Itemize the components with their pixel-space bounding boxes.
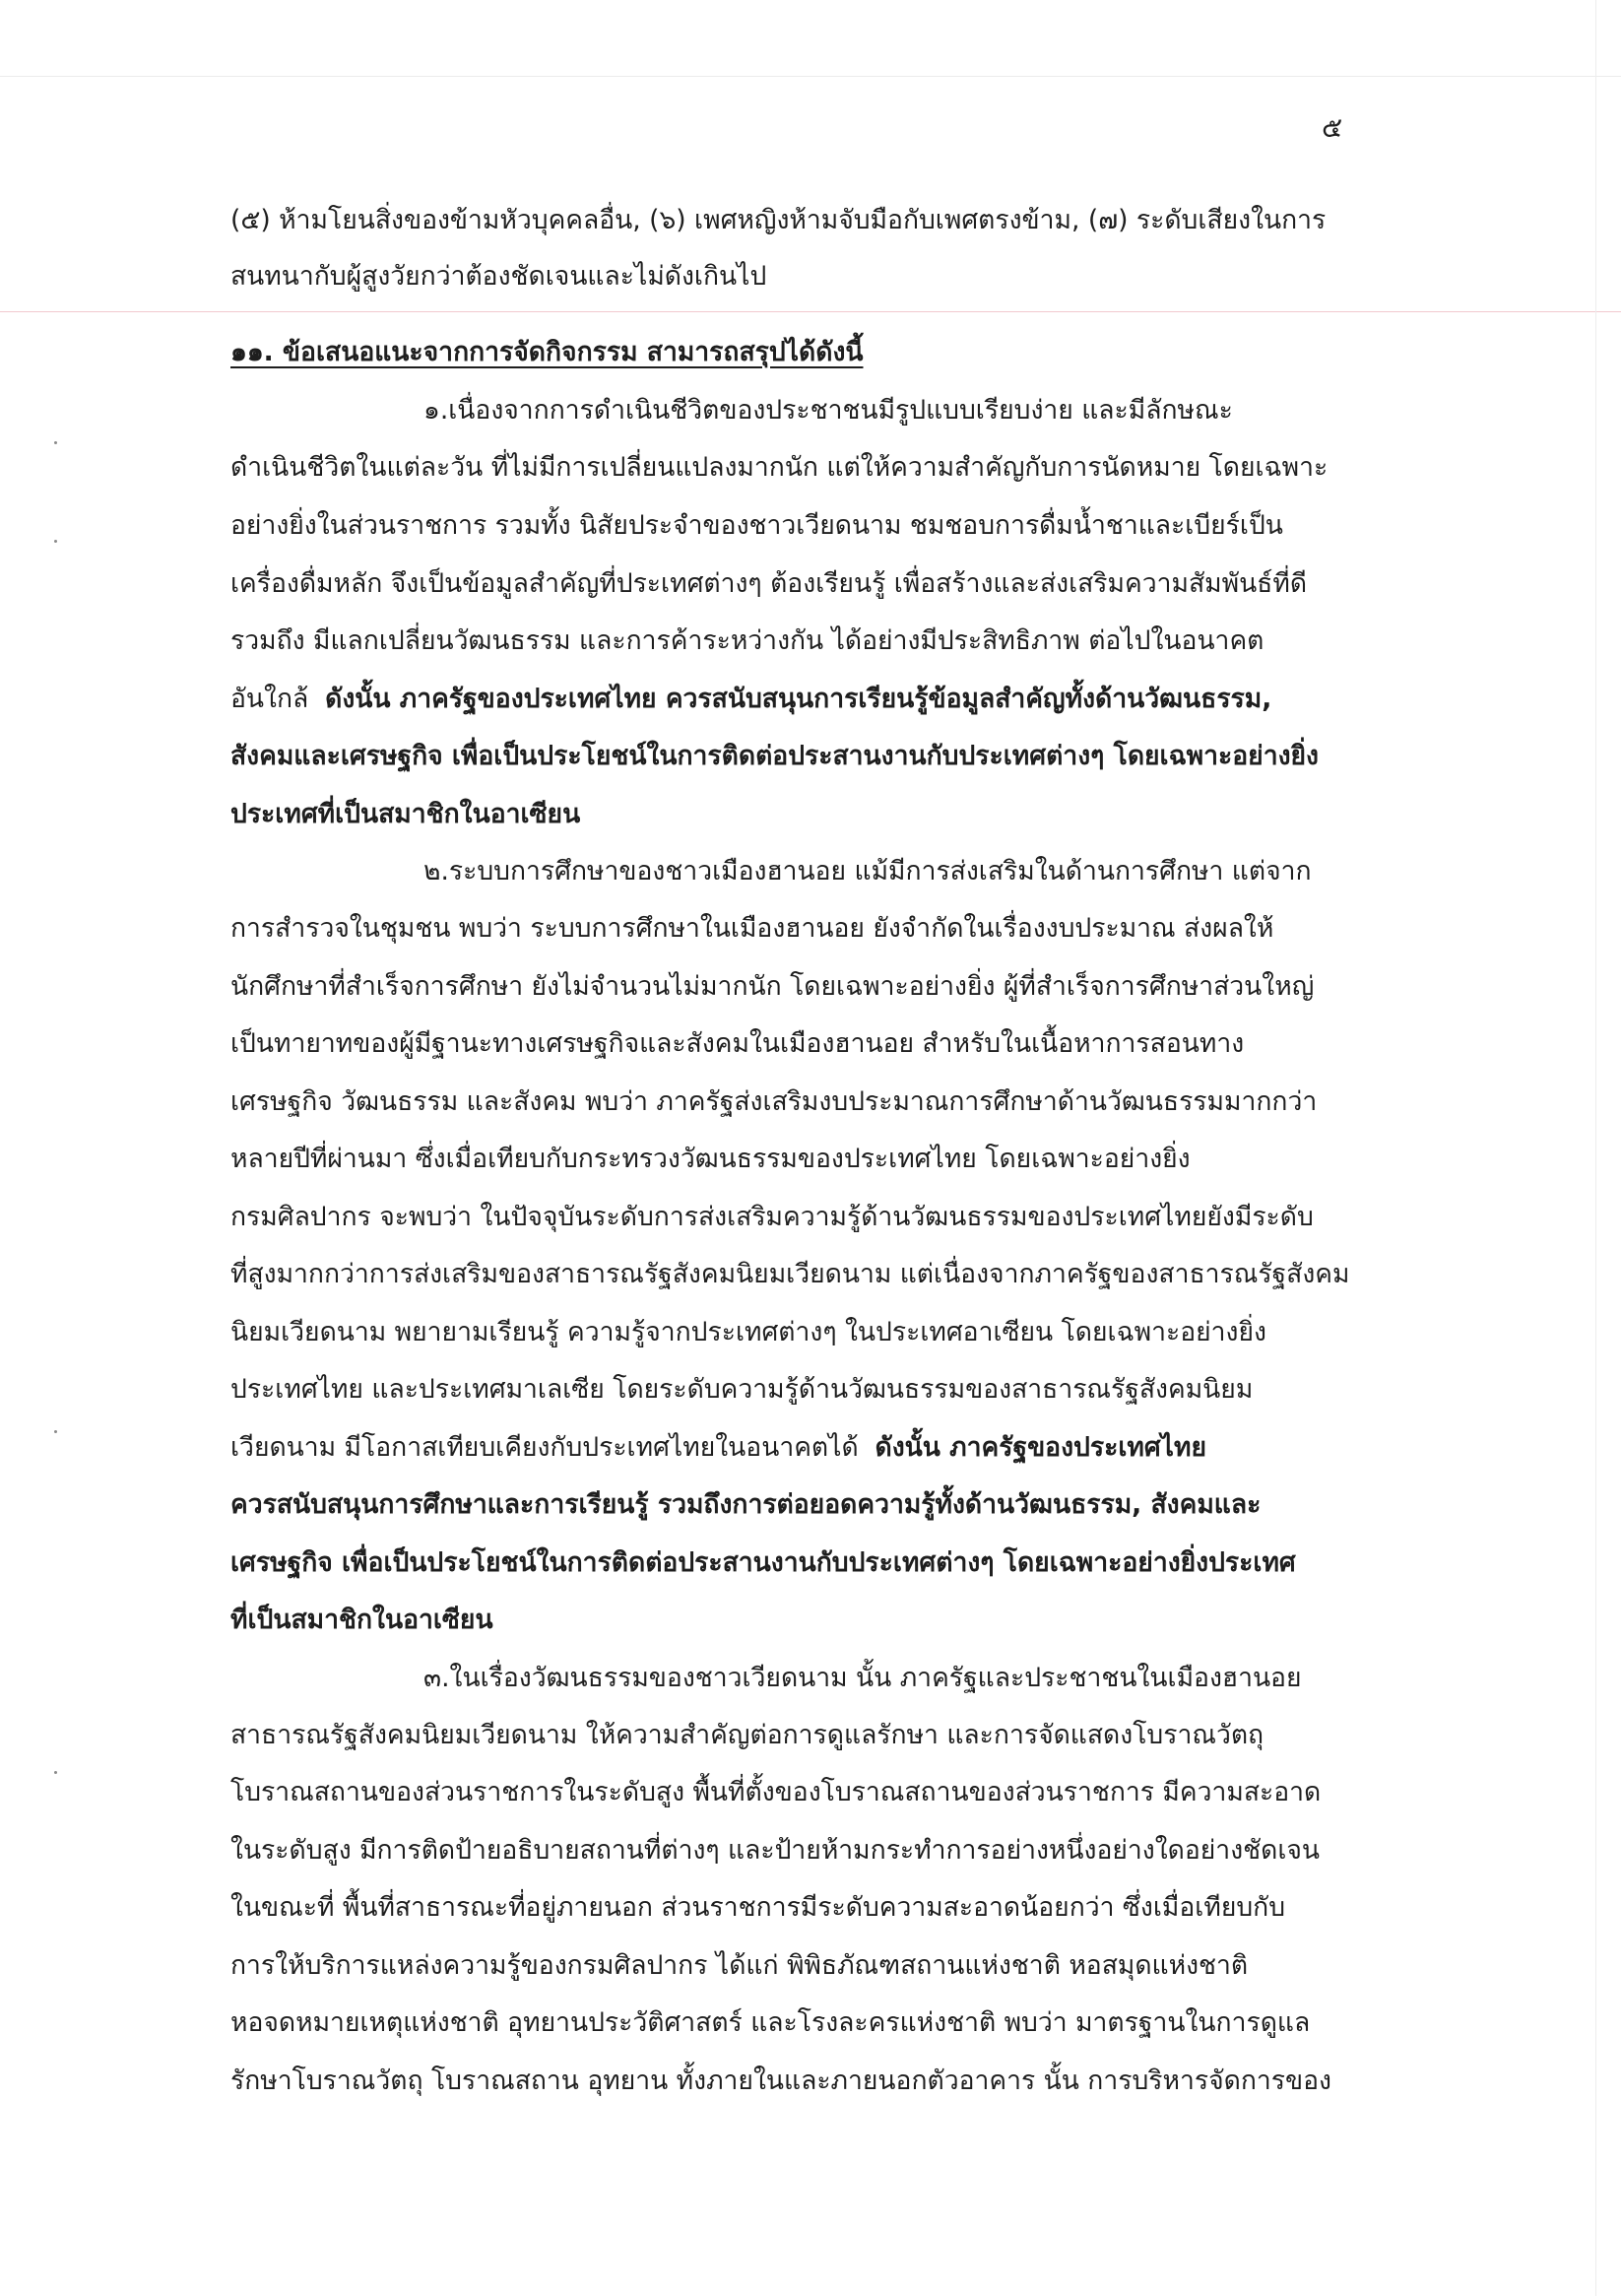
text-line: เศรษฐกิจ วัฒนธรรม และสังคม พบว่า ภาครัฐส่งเสริมงบประมาณการศึกษาด้านวัฒนธรรมมากกว่า xyxy=(230,1086,1318,1117)
text-line: สาธารณรัฐสังคมนิยมเวียดนาม ให้ความสำคัญต่อการดูแลรักษา และการจัดแสดงโบราณวัตถุ xyxy=(230,1720,1264,1750)
paragraph-first-line: ๓.ในเรื่องวัฒนธรรมของชาวเวียดนาม นั้น ภาครัฐและประชาชนในเมืองฮานอย xyxy=(423,1663,1302,1693)
text-run: อันใกล้ xyxy=(230,684,309,714)
bold-text-line: ประเทศที่เป็นสมาชิกในอาเซียน xyxy=(230,799,581,829)
text-line: รวมถึง มีแลกเปลี่ยนวัฒนธรรม และการค้าระหว่างกัน ได้อย่างมีประสิทธิภาพ ต่อไปในอนาคต xyxy=(230,625,1264,656)
text-line: นักศึกษาที่สำเร็จการศึกษา ยังไม่จำนวนไม่มากนัก โดยเฉพาะอย่างยิ่ง ผู้ที่สำเร็จการศึกษาส่วนใหญ่ xyxy=(230,971,1315,1002)
text-line: กรมศิลปากร จะพบว่า ในปัจจุบันระดับการส่งเสริมความรู้ด้านวัฒนธรรมของประเทศไทยยังมีระดับ xyxy=(230,1202,1314,1232)
text-line: อย่างยิ่งในส่วนราชการ รวมทั้ง นิสัยประจำของชาวเวียดนาม ชมชอบการดื่มน้ำชาและเบียร์เป็น xyxy=(230,510,1283,541)
text-line: การให้บริการแหล่งความรู้ของกรมศิลปากร ได้แก่ พิพิธภัณฑสถานแห่งชาติ หอสมุดแห่งชาติ xyxy=(230,1950,1249,1981)
text-line: รักษาโบราณวัตถุ โบราณสถาน อุทยาน ทั้งภายในและภายนอกตัวอาคาร นั้น การบริหารจัดการของ xyxy=(230,2066,1331,2096)
bold-text-run: ดังนั้น ภาครัฐของประเทศไทย ควรสนับสนุนการเรียนรู้ข้อมูลสำคัญทั้งด้านวัฒนธรรม, xyxy=(325,684,1272,714)
text-line: โบราณสถานของส่วนราชการในระดับสูง พื้นที่ตั้งของโบราณสถานของส่วนราชการ มีความสะอาด xyxy=(230,1777,1322,1807)
text-line-mixed xyxy=(230,1425,1353,1471)
text-line: หอจดหมายเหตุแห่งชาติ อุทยานประวัติศาสตร์ และโรงละครแห่งชาติ พบว่า มาตรฐานในการดูแล xyxy=(230,2007,1311,2038)
scan-artifact-line xyxy=(0,311,1621,312)
text-line: การสำรวจในชุมชน พบว่า ระบบการศึกษาในเมืองฮานอย ยังจำกัดในเรื่องงบประมาณ ส่งผลให้ xyxy=(230,913,1274,944)
text-line: สนทนากับผู้สูงวัยกว่าต้องชัดเจนและไม่ดังเกินไป xyxy=(230,261,767,292)
bold-text-run: ดังนั้น ภาครัฐของประเทศไทย xyxy=(875,1432,1206,1463)
section-heading: ๑๑. ข้อเสนอแนะจากการจัดกิจกรรม สามารถสรุปได้ดังนี้ xyxy=(230,337,864,367)
text-line: (๕) ห้ามโยนสิ่งของข้ามหัวบุคคลอื่น, (๖) เพศหญิงห้ามจับมือกับเพศตรงข้าม, (๗) ระดับเสียงในการ xyxy=(230,205,1327,235)
scan-speck xyxy=(54,1430,57,1433)
scan-edge-line-right xyxy=(1595,0,1596,2296)
scan-speck xyxy=(54,1771,57,1774)
bold-text-line: ควรสนับสนุนการศึกษาและการเรียนรู้ รวมถึงการต่อยอดความรู้ทั้งด้านวัฒนธรรม, สังคมและ xyxy=(230,1489,1262,1520)
text-line: ที่สูงมากกว่าการส่งเสริมของสาธารณรัฐสังคมนิยมเวียดนาม แต่เนื่องจากภาครัฐของสาธารณรัฐสังคม xyxy=(230,1259,1350,1289)
text-run: เวียดนาม มีโอกาสเทียบเคียงกับประเทศไทยในอนาคตได้ xyxy=(230,1432,859,1463)
text-line-mixed xyxy=(230,677,1353,722)
bold-text-line: เศรษฐกิจ เพื่อเป็นประโยชน์ในการติดต่อประสานงานกับประเทศต่างๆ โดยเฉพาะอย่างยิ่งประเทศ xyxy=(230,1547,1296,1578)
bold-text-line: สังคมและเศรษฐกิจ เพื่อเป็นประโยชน์ในการติดต่อประสานงานกับประเทศต่างๆ โดยเฉพาะอย่างยิ่ง xyxy=(230,741,1319,771)
scan-speck xyxy=(54,540,57,543)
text-line: ประเทศไทย และประเทศมาเลเซีย โดยระดับความรู้ด้านวัฒนธรรมของสาธารณรัฐสังคมนิยม xyxy=(230,1374,1254,1405)
text-line: ในขณะที่ พื้นที่สาธารณะที่อยู่ภายนอก ส่วนราชการมีระดับความสะอาดน้อยกว่า ซึ่งเมื่อเทียบกับ xyxy=(230,1892,1286,1923)
text-line: เครื่องดื่มหลัก จึงเป็นข้อมูลสำคัญที่ประเทศต่างๆ ต้องเรียนรู้ เพื่อสร้างและส่งเสริมความสัมพันธ์ที่ดี xyxy=(230,568,1308,599)
paragraph-first-line: ๒.ระบบการศึกษาของชาวเมืองฮานอย แม้มีการส่งเสริมในด้านการศึกษา แต่จาก xyxy=(423,856,1312,886)
bold-text-line: ที่เป็นสมาชิกในอาเซียน xyxy=(230,1605,493,1635)
text-line: หลายปีที่ผ่านมา ซึ่งเมื่อเทียบกับกระทรวงวัฒนธรรมของประเทศไทย โดยเฉพาะอย่างยิ่ง xyxy=(230,1144,1191,1174)
text-line: ในระดับสูง มีการติดป้ายอธิบายสถานที่ต่างๆ และป้ายห้ามกระทำการอย่างหนึ่งอย่างใดอย่างชัดเจน xyxy=(230,1835,1321,1866)
text-line: เป็นทายาทของผู้มีฐานะทางเศรษฐกิจและสังคมในเมืองฮานอย สำหรับในเนื้อหาการสอนทาง xyxy=(230,1028,1245,1059)
scan-speck xyxy=(54,441,57,444)
page-number: ๕ xyxy=(1322,111,1343,144)
text-line: นิยมเวียดนาม พยายามเรียนรู้ ความรู้จากประเทศต่างๆ ในประเทศอาเซียน โดยเฉพาะอย่างยิ่ง xyxy=(230,1317,1266,1347)
text-line: ดำเนินชีวิตในแต่ละวัน ที่ไม่มีการเปลี่ยนแปลงมากนัก แต่ให้ความสำคัญกับการนัดหมาย โดยเฉพาะ xyxy=(230,452,1329,483)
scan-edge-line xyxy=(0,76,1621,77)
paragraph-first-line: ๑.เนื่องจากการดำเนินชีวิตของประชาชนมีรูปแบบเรียบง่าย และมีลักษณะ xyxy=(423,395,1233,426)
